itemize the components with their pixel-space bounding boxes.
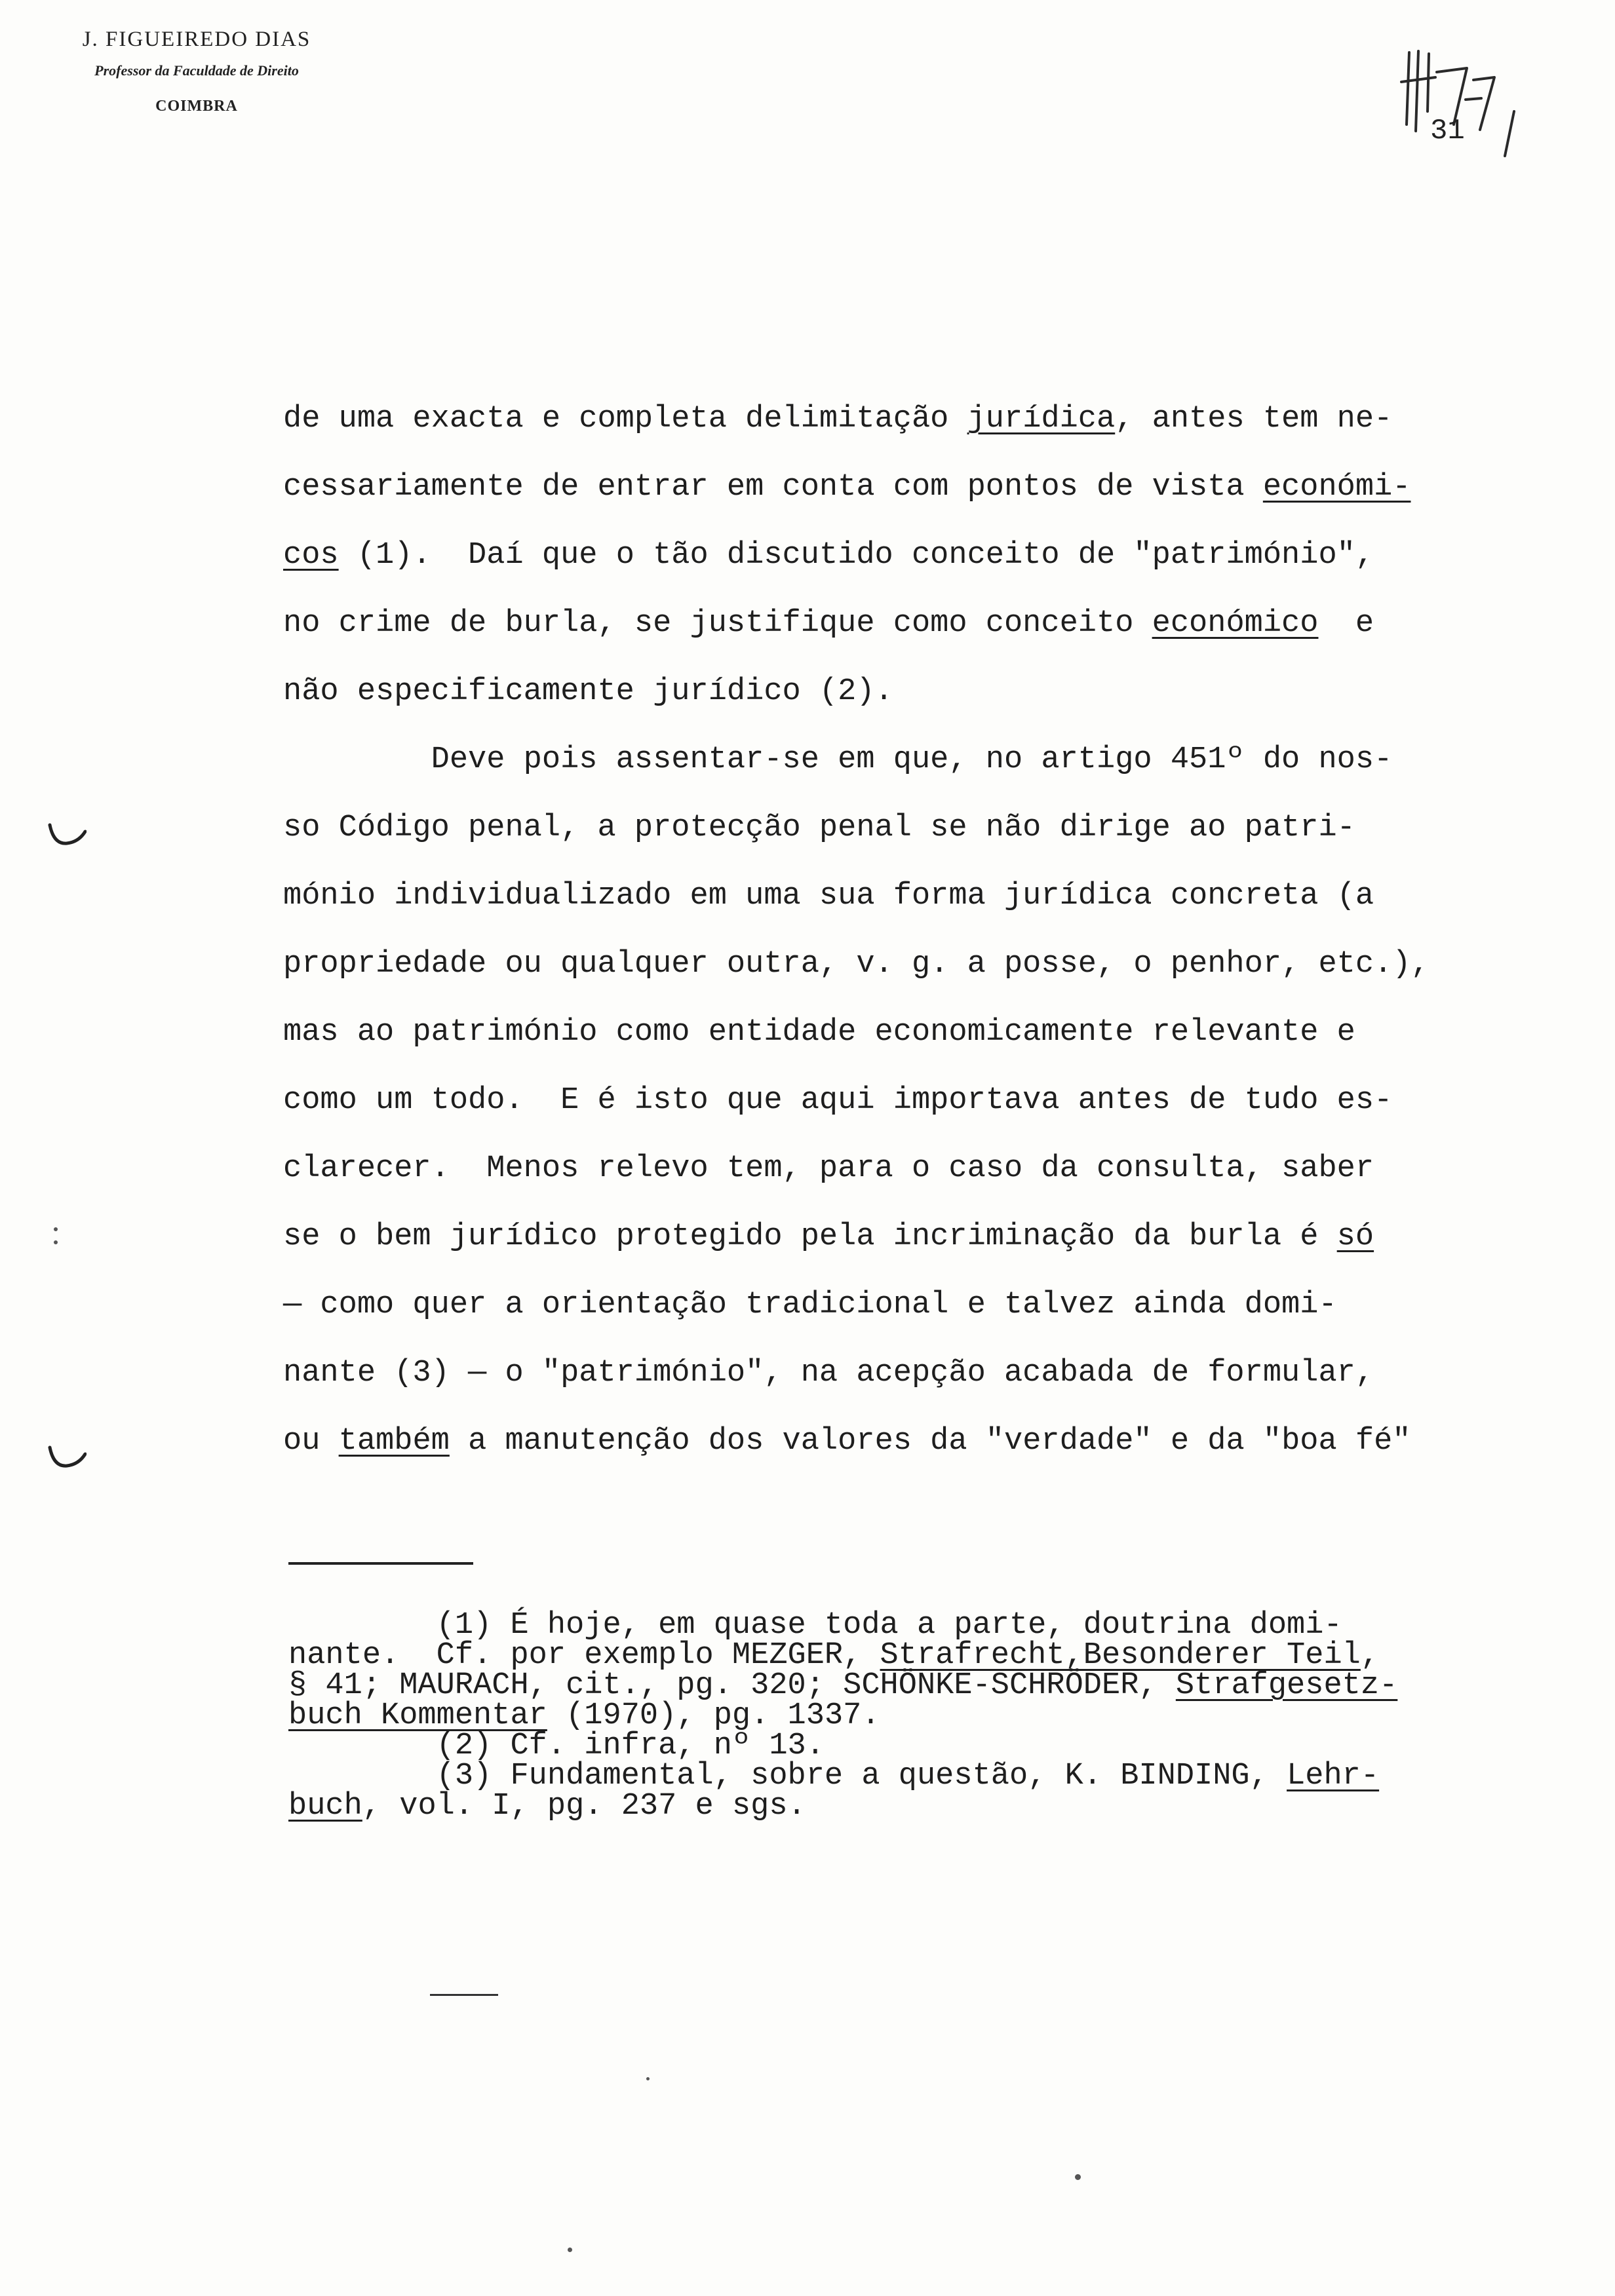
margin-bracket-mark-icon: [47, 1445, 87, 1471]
text-run: — como quer a orientação tradicional e talvez ainda domi-: [283, 1288, 1337, 1322]
footnote-line: [288, 1731, 1573, 1761]
text-run: ou: [283, 1424, 339, 1459]
text-run: propriedade ou qualquer outra, v. g. a posse, o penhor, etc.),: [283, 947, 1430, 982]
text-run: mónio individualizado em uma sua forma jurídica concreta (a: [283, 879, 1374, 913]
text-run: (2) Cf. infra, nº 13.: [288, 1729, 825, 1763]
footnote-line: [288, 1698, 1573, 1733]
body-line: [283, 726, 1561, 794]
text-run: não especificamente jurídico (2).: [283, 674, 893, 709]
footnote-line: [288, 1791, 1573, 1822]
underlined-text: económico: [1152, 606, 1319, 641]
letterhead-title: Professor da Faculdade de Direito: [94, 62, 299, 79]
underlined-text: também: [338, 1424, 450, 1459]
page-number: 31: [1430, 115, 1465, 147]
body-line: [283, 453, 1561, 522]
body-line: [283, 999, 1561, 1067]
body-line: [283, 658, 1561, 726]
text-run: e: [1318, 606, 1374, 641]
body-line: [283, 1067, 1561, 1135]
footnote-line: [288, 1668, 1573, 1703]
text-run: Deve pois assentar-se em que, no artigo 451º do nos-: [283, 742, 1393, 777]
body-line: [283, 1203, 1561, 1271]
underlined-text: só: [1336, 1219, 1374, 1254]
handwritten-folio-number-icon: [1396, 46, 1553, 157]
scan-speck: [646, 2077, 650, 2080]
underlined-text: Lehr-: [1287, 1759, 1380, 1793]
text-run: mas ao património como entidade economicamente relevante e: [283, 1015, 1355, 1050]
text-run: (1) É hoje, em quase toda a parte, doutrina domi-: [288, 1608, 1342, 1643]
text-run: no crime de burla, se justifique como conceito: [283, 606, 1152, 641]
underlined-text: Strafrecht,Besonderer Teil: [880, 1638, 1361, 1673]
body-text: [283, 385, 1561, 1476]
footnote-line: [288, 1608, 1573, 1643]
body-line: [283, 1135, 1561, 1203]
body-line: [283, 1271, 1561, 1339]
text-run: ,: [1360, 1638, 1380, 1673]
body-line: [283, 1407, 1561, 1476]
scan-speck: [54, 1227, 58, 1231]
body-line: [283, 385, 1561, 453]
text-run: a manutenção dos valores da "verdade" e da "boa fé": [449, 1424, 1411, 1459]
underlined-text: buch: [288, 1789, 362, 1824]
footnotes: [288, 1608, 1573, 1824]
footnote-line: [288, 1638, 1573, 1673]
text-run: se o bem jurídico protegido pela incriminação da burla é: [283, 1219, 1337, 1254]
footnote-divider: [288, 1562, 473, 1565]
text-run: so Código penal, a protecção penal se não dirige ao patri-: [283, 811, 1355, 845]
text-run: (1970), pg. 1337.: [547, 1698, 880, 1733]
text-run: § 41; MAURACH, cit., pg. 320; SCHÖNKE-SCHRÖDER,: [288, 1668, 1176, 1703]
text-run: de uma exacta e completa delimitação: [283, 402, 967, 436]
text-run: (1). Daí que o tão discutido conceito de "património",: [338, 538, 1374, 573]
letterhead-name: J. FIGUEIREDO DIAS: [82, 28, 311, 51]
text-run: clarecer. Menos relevo tem, para o caso da consulta, saber: [283, 1151, 1374, 1186]
body-line: [283, 1339, 1561, 1407]
text-run: (3) Fundamental, sobre a questão, K. BINDING,: [288, 1759, 1287, 1793]
underlined-text: cos: [283, 538, 339, 573]
text-run: , antes tem ne-: [1115, 402, 1393, 436]
scan-speck: [54, 1240, 58, 1244]
text-run: nante (3) — o "património", na acepção acabada de formular,: [283, 1356, 1374, 1390]
scan-speck: [568, 2248, 572, 2252]
scan-dash-mark: [430, 1994, 498, 1996]
body-line: [283, 930, 1561, 999]
text-run: como um todo. E é isto que aqui importava antes de tudo es-: [283, 1083, 1393, 1118]
text-run: , vol. I, pg. 237 e sgs.: [362, 1789, 806, 1824]
letterhead: [0, 25, 393, 118]
text-run: cessariamente de entrar em conta com pontos de vista: [283, 470, 1263, 505]
scan-speck: [1075, 2174, 1081, 2180]
body-line: [283, 794, 1561, 862]
footnote-line: [288, 1761, 1573, 1791]
underlined-text: buch Kommentar: [288, 1698, 547, 1733]
body-line: [283, 862, 1561, 930]
letterhead-city: COIMBRA: [155, 98, 238, 115]
margin-bracket-mark-icon: [47, 822, 87, 849]
underlined-text: Strafgesetz-: [1175, 1668, 1398, 1703]
underlined-text: jurídica: [967, 402, 1116, 436]
underlined-text: económi-: [1262, 470, 1411, 505]
text-run: nante. Cf. por exemplo MEZGER,: [288, 1638, 880, 1673]
body-line: [283, 522, 1561, 590]
body-line: [283, 590, 1561, 658]
